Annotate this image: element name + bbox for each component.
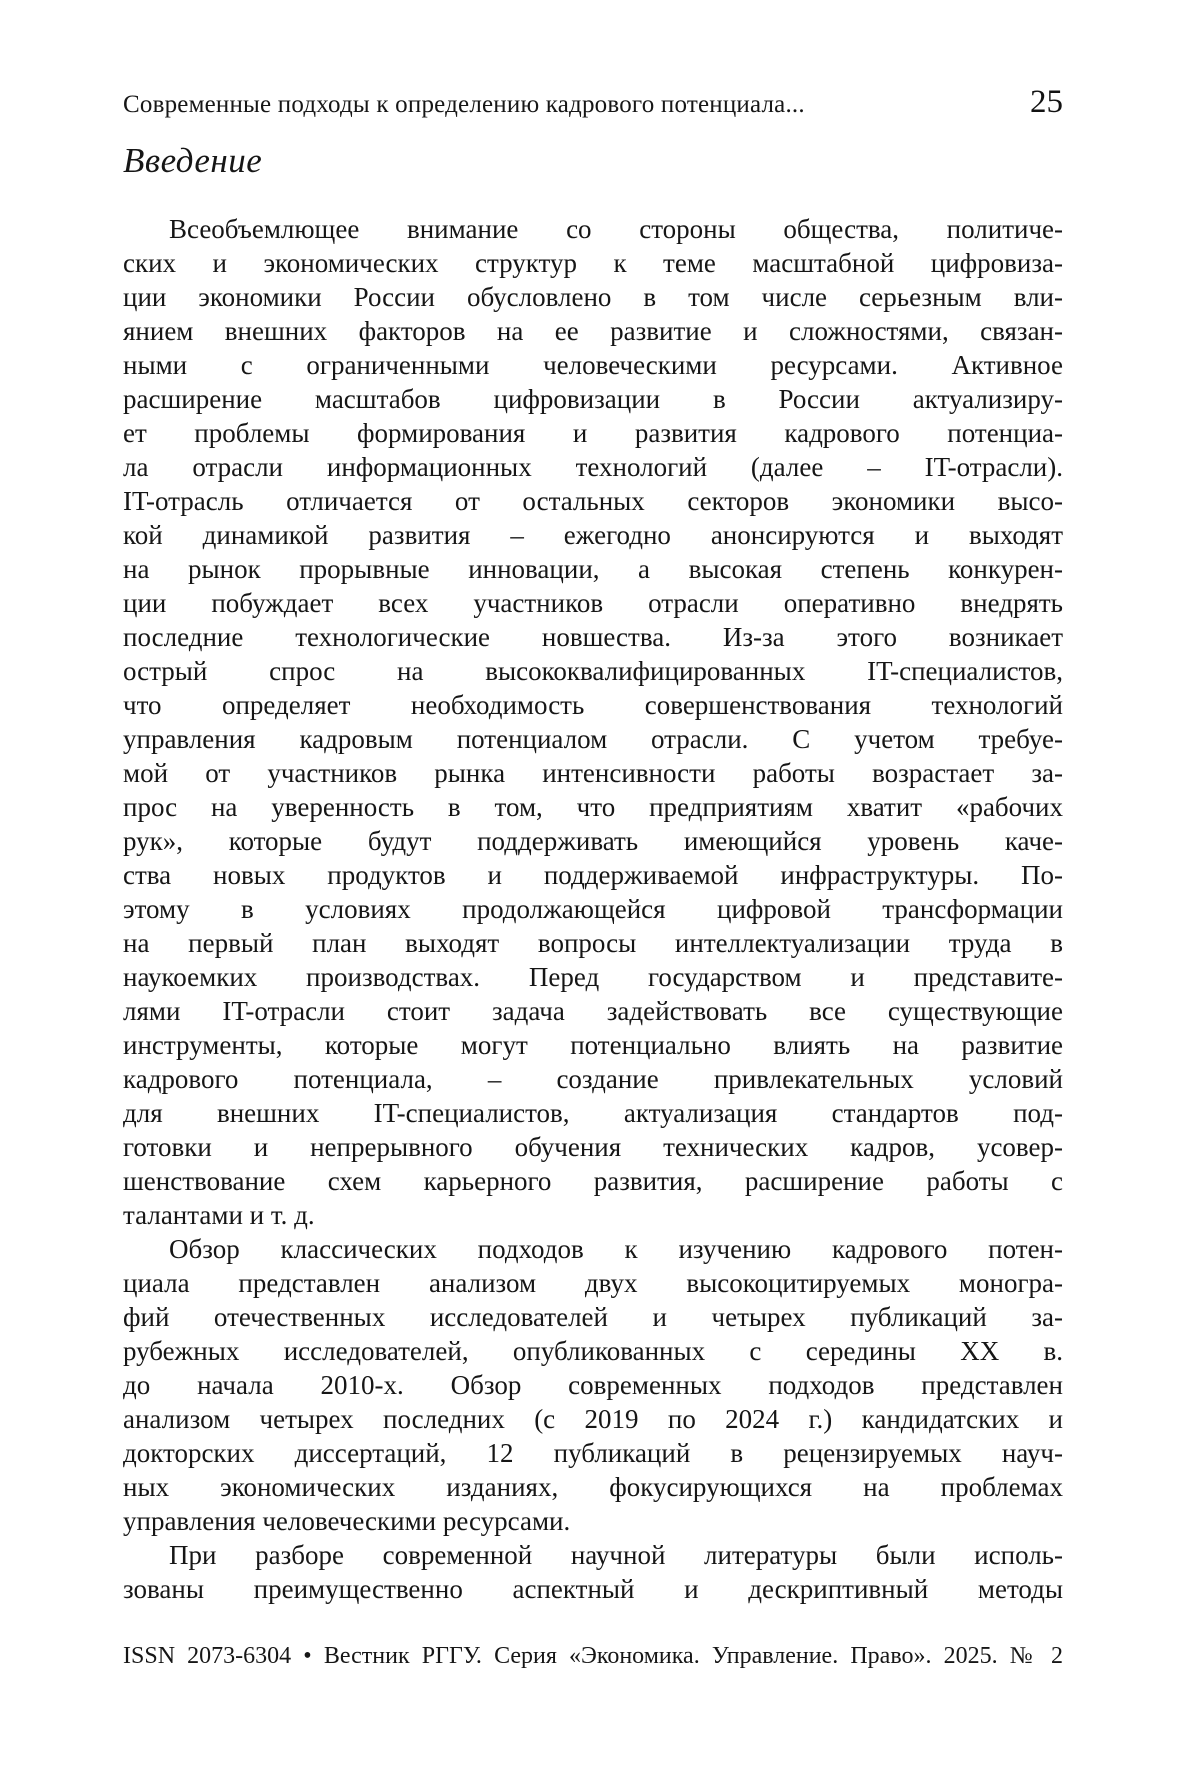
text-line: этому в условиях продолжающейся цифровой трансформации — [123, 894, 1063, 924]
text-line: на рынок прорывные инновации, а высокая степень конкурен- — [123, 554, 1063, 584]
text-line: ет проблемы формирования и развития кадрового потенциа- — [123, 418, 1063, 448]
text-line: последние технологические новшества. Из-за этого возникает — [123, 622, 1063, 652]
text-line: ных экономических изданиях, фокусирующихся на проблемах — [123, 1472, 1063, 1502]
text-line: ских и экономических структур к теме масштабной цифровиза- — [123, 248, 1063, 278]
text-line: для внешних IT-специалистов, актуализация стандартов под- — [123, 1098, 1063, 1128]
text-line: ными с ограниченными человеческими ресурсами. Активное — [123, 350, 1063, 380]
text-line: ции экономики России обусловлено в том числе серьезным вли- — [123, 282, 1063, 312]
text-line: лями IT-отрасли стоит задача задействовать все существующие — [123, 996, 1063, 1026]
page-number: 25 — [1030, 84, 1063, 120]
section-title: Введение — [123, 141, 263, 180]
journal-footer: ISSN 2073-6304 • Вестник РГГУ. Серия «Экономика. Управление. Право». 2025. № 2 — [123, 1643, 1063, 1669]
text-line: зованы преимущественно аспектный и дескриптивный методы — [123, 1574, 1063, 1604]
text-line: прос на уверенность в том, что предприятиям хватит «рабочих — [123, 792, 1063, 822]
text-line: инструменты, которые могут потенциально влиять на развитие — [123, 1030, 1063, 1060]
paragraph — [123, 212, 1063, 1232]
text-line: мой от участников рынка интенсивности работы возрастает за- — [123, 758, 1063, 788]
text-line: Всеобъемлющее внимание со стороны общества, политиче- — [169, 214, 1063, 244]
running-title: Современные подходы к определению кадрового потенциала... — [123, 91, 805, 118]
text-line: ла отрасли информационных технологий (далее – IT-отрасли). — [123, 452, 1063, 482]
text-line: рук», которые будут поддерживать имеющийся уровень каче- — [123, 826, 1063, 856]
text-line: При разборе современной научной литературы были исполь- — [169, 1540, 1063, 1570]
text-line: управления кадровым потенциалом отрасли. С учетом требуе- — [123, 724, 1063, 754]
text-line: IT-отрасль отличается от остальных секторов экономики высо- — [123, 486, 1063, 516]
text-line: ства новых продуктов и поддерживаемой инфраструктуры. По- — [123, 860, 1063, 890]
text-line: ции побуждает всех участников отрасли оперативно внедрять — [123, 588, 1063, 618]
page-header — [123, 84, 1063, 121]
text-line: шенствование схем карьерного развития, расширение работы с — [123, 1166, 1063, 1196]
paragraph — [123, 1232, 1063, 1538]
paragraph — [123, 1538, 1063, 1606]
text-line: анализом четырех последних (с 2019 по 2024 г.) кандидатских и — [123, 1404, 1063, 1434]
text-line: наукоемких производствах. Перед государством и представите- — [123, 962, 1063, 992]
text-line: талантами и т. д. — [123, 1200, 315, 1230]
text-line: циала представлен анализом двух высокоцитируемых моногра- — [123, 1268, 1063, 1298]
text-line: расширение масштабов цифровизации в России актуализиру- — [123, 384, 1063, 414]
text-line: до начала 2010-х. Обзор современных подходов представлен — [123, 1370, 1063, 1400]
text-line: фий отечественных исследователей и четырех публикаций за- — [123, 1302, 1063, 1332]
text-line: Обзор классических подходов к изучению кадрового потен- — [169, 1234, 1063, 1264]
text-line: что определяет необходимость совершенствования технологий — [123, 690, 1063, 720]
text-line: управления человеческими ресурсами. — [123, 1506, 571, 1536]
article-body — [123, 212, 1063, 1606]
text-line: кадрового потенциала, – создание привлекательных условий — [123, 1064, 1063, 1094]
text-line: на первый план выходят вопросы интеллектуализации труда в — [123, 928, 1063, 958]
text-line: докторских диссертаций, 12 публикаций в рецензируемых науч- — [123, 1438, 1063, 1468]
text-line: острый спрос на высококвалифицированных IT-специалистов, — [123, 656, 1063, 686]
text-line: янием внешних факторов на ее развитие и сложностями, связан- — [123, 316, 1063, 346]
text-line: рубежных исследователей, опубликованных с середины XX в. — [123, 1336, 1063, 1366]
text-line: кой динамикой развития – ежегодно анонсируются и выходят — [123, 520, 1063, 550]
text-line: готовки и непрерывного обучения технических кадров, усовер- — [123, 1132, 1063, 1162]
